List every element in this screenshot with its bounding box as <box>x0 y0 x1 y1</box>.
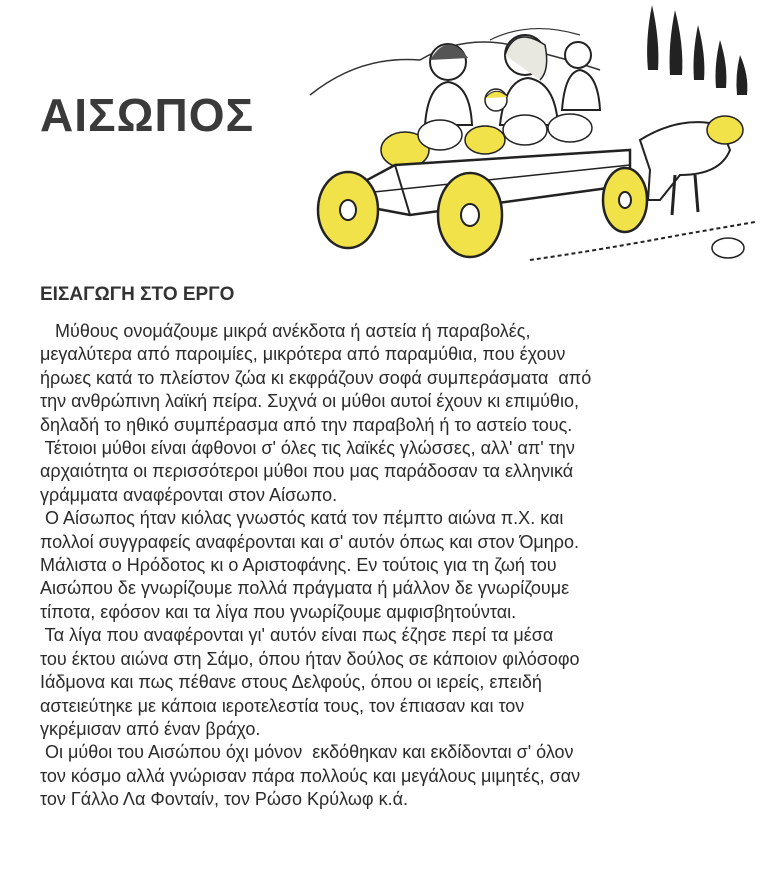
text-line: τίποτα, εφόσον και τα λίγα που γνωρίζουμε αμφισβητούνται. <box>40 601 517 622</box>
text-line: δηλαδή το ηθικό συμπέρασμα από την παραβολή ή το αστείο τους. <box>40 414 573 435</box>
text-line: Αισώπου δε γνωρίζουμε πολλά πράγματα ή μάλλον δε γνωρίζουμε <box>40 578 570 599</box>
paragraph <box>40 741 752 811</box>
paragraph <box>40 437 752 507</box>
body-text <box>40 320 752 812</box>
text-line: ήρωες κατά το πλείστον ζώα κι εκφράζουν σοφά συμπεράσματα από <box>40 367 592 388</box>
page-title: ΑΙΣΩΠΟΣ <box>40 89 255 141</box>
paragraph <box>40 507 752 624</box>
paragraph <box>40 320 752 437</box>
text-line: Ο Αίσωπος ήταν κιόλας γνωστός κατά τον πέμπτο αιώνα π.Χ. και <box>40 508 564 529</box>
text-line: Μύθους ονομάζουμε μικρά ανέκδοτα ή αστεία ή παραβολές, <box>40 321 531 341</box>
text-line: μεγαλύτερα από παροιμίες, μικρότερα από παραμύθια, που έχουν <box>40 344 566 365</box>
text-line: Τέτοιοι μύθοι είναι άφθονοι σ' όλες τις λαϊκές γλώσσες, αλλ' απ' την <box>40 438 575 459</box>
text-line: γκρέμισαν από έναν βράχο. <box>40 718 261 739</box>
text-line: γράμματα αναφέρονται στον Αίσωπο. <box>40 484 338 505</box>
text-line: πολλοί συγγραφείς αναφέρονται και σ' αυτόν όπως και στον Όμηρο. <box>40 531 580 552</box>
paragraph <box>40 624 752 741</box>
ox-cart-family-illustration-icon <box>300 0 763 282</box>
text-line: την ανθρώπινη λαϊκή πείρα. Συχνά οι μύθοι αυτοί έχουν κι επιμύθιο, <box>40 391 579 412</box>
text-line: Οι μύθοι του Αισώπου όχι μόνον εκδόθηκαν και εκδίδονται σ' όλον <box>40 742 574 763</box>
text-line: του έκτου αιώνα στη Σάμο, όπου ήταν δούλος σε κάποιον φιλόσοφο <box>40 648 580 669</box>
text-line: τον Γάλλο Λα Φονταίν, τον Ρώσο Κρύλωφ κ.ά. <box>40 789 408 810</box>
text-line: αστειεύτηκε με κάποια ιεροτελεστία τους, τον έπιασαν και τον <box>40 695 525 716</box>
text-line: Ιάδμονα και πως πέθανε στους Δελφούς, όπου οι ιερείς, επειδή <box>40 672 542 693</box>
text-line: αρχαιότητα οι περισσότεροι μύθοι που μας παράδοσαν τα ελληνικά <box>40 461 574 482</box>
text-line: τον κόσμο αλλά γνώρισαν πάρα πολλούς και μεγάλους μιμητές, σαν <box>40 765 581 786</box>
section-subtitle: ΕΙΣΑΓΩΓΗ ΣΤΟ ΕΡΓΟ <box>40 284 235 305</box>
text-line: Τα λίγα που αναφέρονται γι' αυτόν είναι πως έζησε περί τα μέσα <box>40 625 554 646</box>
text-line: Μάλιστα ο Ηρόδοτος κι ο Αριστοφάνης. Εν τούτοις για τη ζωή του <box>40 555 557 576</box>
